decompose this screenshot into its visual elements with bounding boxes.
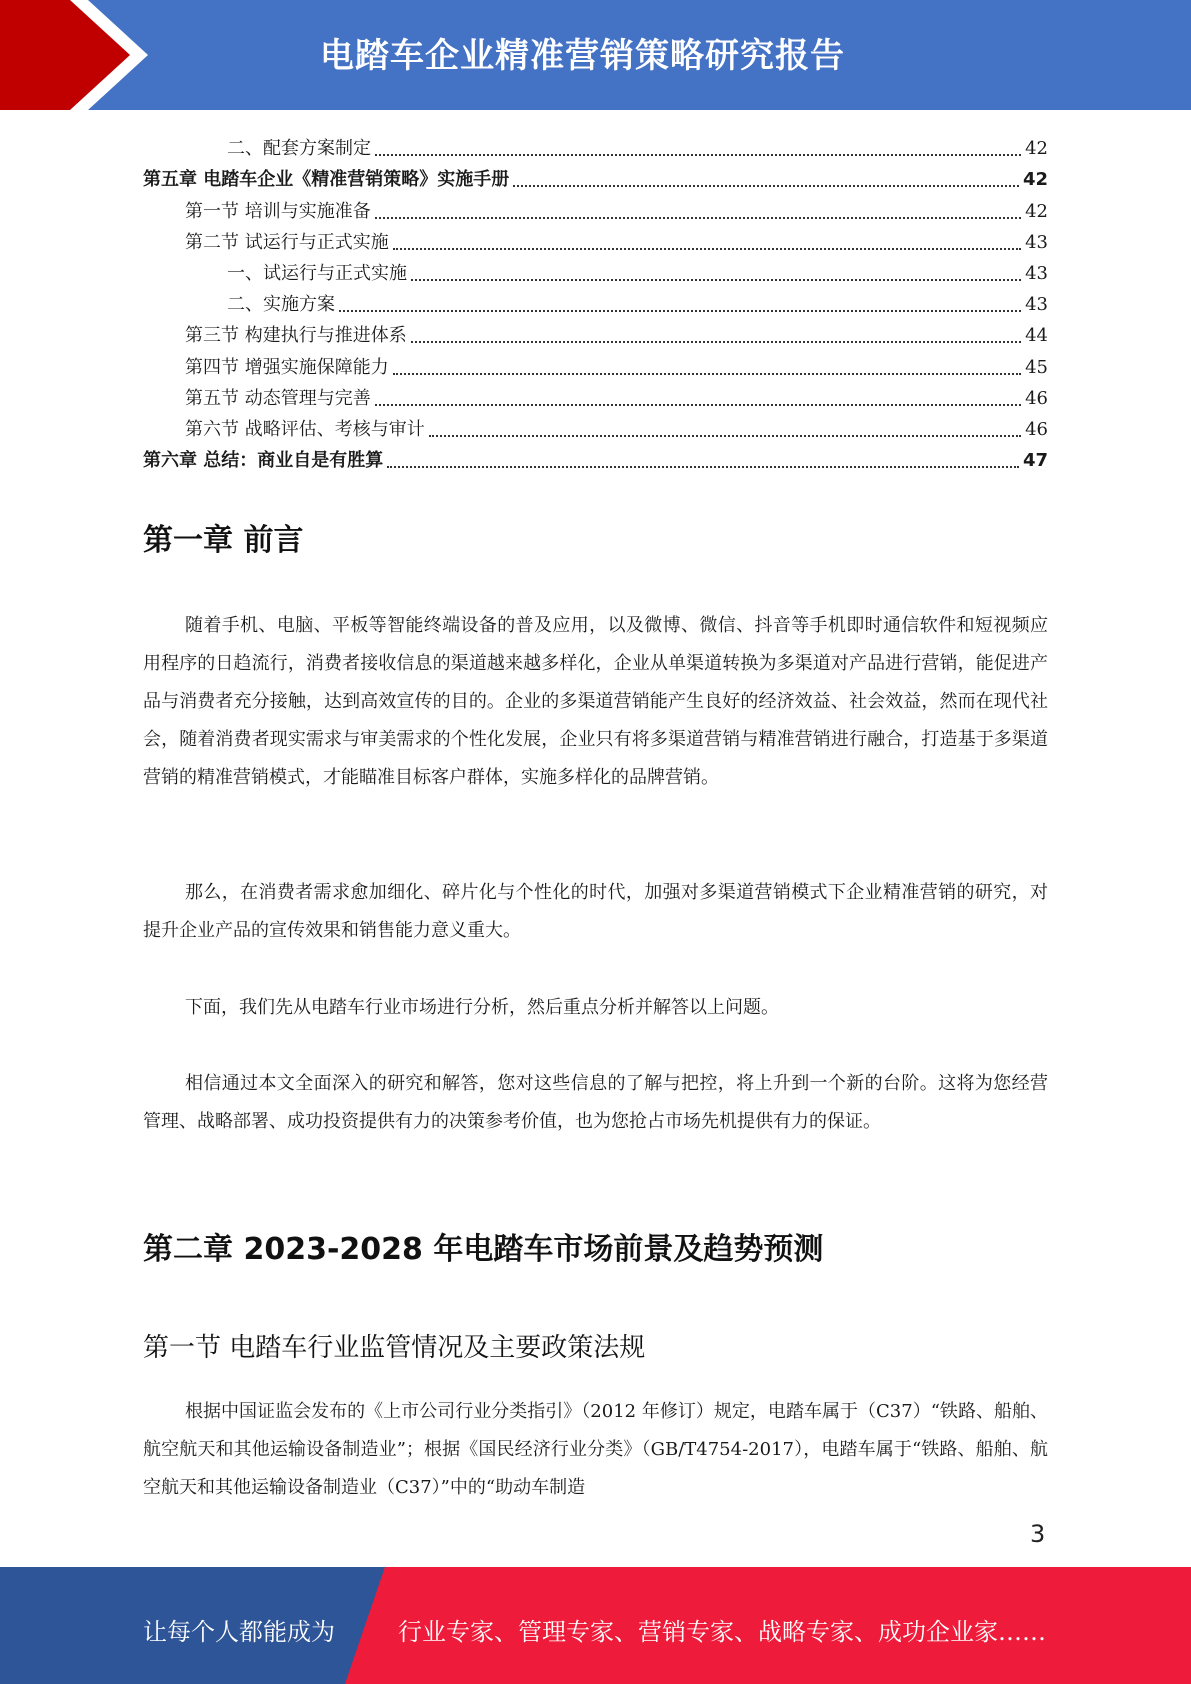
toc-entry[interactable] <box>143 255 1048 286</box>
toc-entry[interactable] <box>143 130 1048 161</box>
toc-leader-dots <box>429 434 1021 437</box>
toc-entry[interactable] <box>143 317 1048 348</box>
toc-leader-dots <box>393 247 1021 250</box>
toc-leader-dots <box>411 278 1021 281</box>
paragraph: 相信通过本文全面深入的研究和解答，您对这些信息的了解与把控，将上升到一个新的台阶。这将为您经营管理、战略部署、成功投资提供有力的决策参考价值，也为您抢占市场先机提供有力的保证。 <box>143 1073 1048 1132</box>
toc-entry-page: 43 <box>1025 262 1048 284</box>
toc-entry-label: 第五节 动态管理与完善 <box>185 387 371 409</box>
section-heading: 第一节 电踏车行业监管情况及主要政策法规 <box>143 1333 646 1363</box>
toc-leader-dots <box>411 340 1021 343</box>
toc-entry-page: 44 <box>1025 325 1048 347</box>
chapter-2-heading: 第二章 2023-2028 年电踏车市场前景及趋势预测 <box>143 1232 824 1267</box>
toc-entry[interactable] <box>143 192 1048 223</box>
toc-entry-label: 第六节 战略评估、考核与审计 <box>185 418 425 440</box>
toc-entry-page: 43 <box>1025 294 1048 316</box>
toc-entry-label: 二、实施方案 <box>227 294 335 316</box>
toc-entry-label: 第三节 构建执行与推进体系 <box>185 325 407 347</box>
toc-entry-label: 二、配套方案制定 <box>227 138 371 160</box>
table-of-contents <box>143 130 1048 473</box>
toc-entry[interactable] <box>143 161 1048 192</box>
toc-entry-page: 45 <box>1025 356 1048 378</box>
page-footer <box>0 1567 1191 1684</box>
toc-entry[interactable] <box>143 224 1048 255</box>
toc-entry-page: 43 <box>1025 231 1048 253</box>
toc-leader-dots <box>393 372 1021 375</box>
toc-leader-dots <box>375 153 1021 156</box>
toc-entry-page: 42 <box>1025 200 1048 222</box>
paragraph: 下面，我们先从电踏车行业市场进行分析，然后重点分析并解答以上问题。 <box>185 997 779 1018</box>
toc-entry-label: 第二节 试运行与正式实施 <box>185 231 389 253</box>
paragraph: 根据中国证监会发布的《上市公司行业分类指引》（2012 年修订）规定，电踏车属于（C37）“铁路、船舶、航空航天和其他运输设备制造业”；根据《国民经济行业分类》（GB/T4754-2017），电踏车属于“铁路、船舶、航空航天和其他运输设备制造业（C37）”中的“助动车制造 <box>143 1401 1048 1498</box>
footer-slogan-left: 让每个人都能成为 <box>143 1618 335 1646</box>
toc-entry[interactable] <box>143 442 1048 473</box>
toc-entry-label: 第四节 增强实施保障能力 <box>185 356 389 378</box>
toc-entry-label: 一、试运行与正式实施 <box>227 262 407 284</box>
paragraph: 随着手机、电脑、平板等智能终端设备的普及应用，以及微博、微信、抖音等手机即时通信软件和短视频应用程序的日趋流行，消费者接收信息的渠道越来越多样化，企业从单渠道转换为多渠道对产品进行营销，能促进产品与消费者充分接触，达到高效宣传的目的。企业的多渠道营销能产生良好的经济效益、社会效益，然而在现代社会，随着消费者现实需求与审美需求的个性化发展，企业只有将多渠道营销与精准营销进行融合，打造基于多渠道营销的精准营销模式，才能瞄准目标客户群体，实施多样化的品牌营销。 <box>143 615 1048 788</box>
toc-leader-dots <box>375 216 1021 219</box>
toc-entry[interactable] <box>143 286 1048 317</box>
toc-entry-page: 47 <box>1022 450 1048 472</box>
page-header <box>0 0 1191 110</box>
toc-entry-label: 第五章 电踏车企业《精准营销策略》实施手册 <box>143 169 510 191</box>
toc-entry-label: 第六章 总结：商业自是有胜算 <box>143 450 384 472</box>
toc-entry[interactable] <box>143 380 1048 411</box>
header-chevron-decoration <box>0 0 160 110</box>
toc-entry[interactable] <box>143 411 1048 442</box>
paragraph: 那么，在消费者需求愈加细化、碎片化与个性化的时代，加强对多渠道营销模式下企业精准营销的研究，对提升企业产品的宣传效果和销售能力意义重大。 <box>143 882 1048 941</box>
footer-slogan-right: 行业专家、管理专家、营销专家、战略专家、成功企业家…… <box>398 1618 1046 1646</box>
toc-leader-dots <box>375 403 1021 406</box>
page-number: 3 <box>1030 1520 1046 1548</box>
toc-leader-dots <box>339 309 1021 312</box>
toc-entry-label: 第一节 培训与实施准备 <box>185 200 371 222</box>
toc-leader-dots <box>513 184 1019 187</box>
toc-entry-page: 46 <box>1025 418 1048 440</box>
toc-entry-page: 42 <box>1022 169 1048 191</box>
toc-entry-page: 42 <box>1025 138 1048 160</box>
toc-entry-page: 46 <box>1025 387 1048 409</box>
report-title: 电踏车企业精准营销策略研究报告 <box>320 36 845 76</box>
chapter-1-heading: 第一章 前言 <box>143 523 304 558</box>
toc-entry[interactable] <box>143 348 1048 379</box>
toc-leader-dots <box>387 465 1019 468</box>
